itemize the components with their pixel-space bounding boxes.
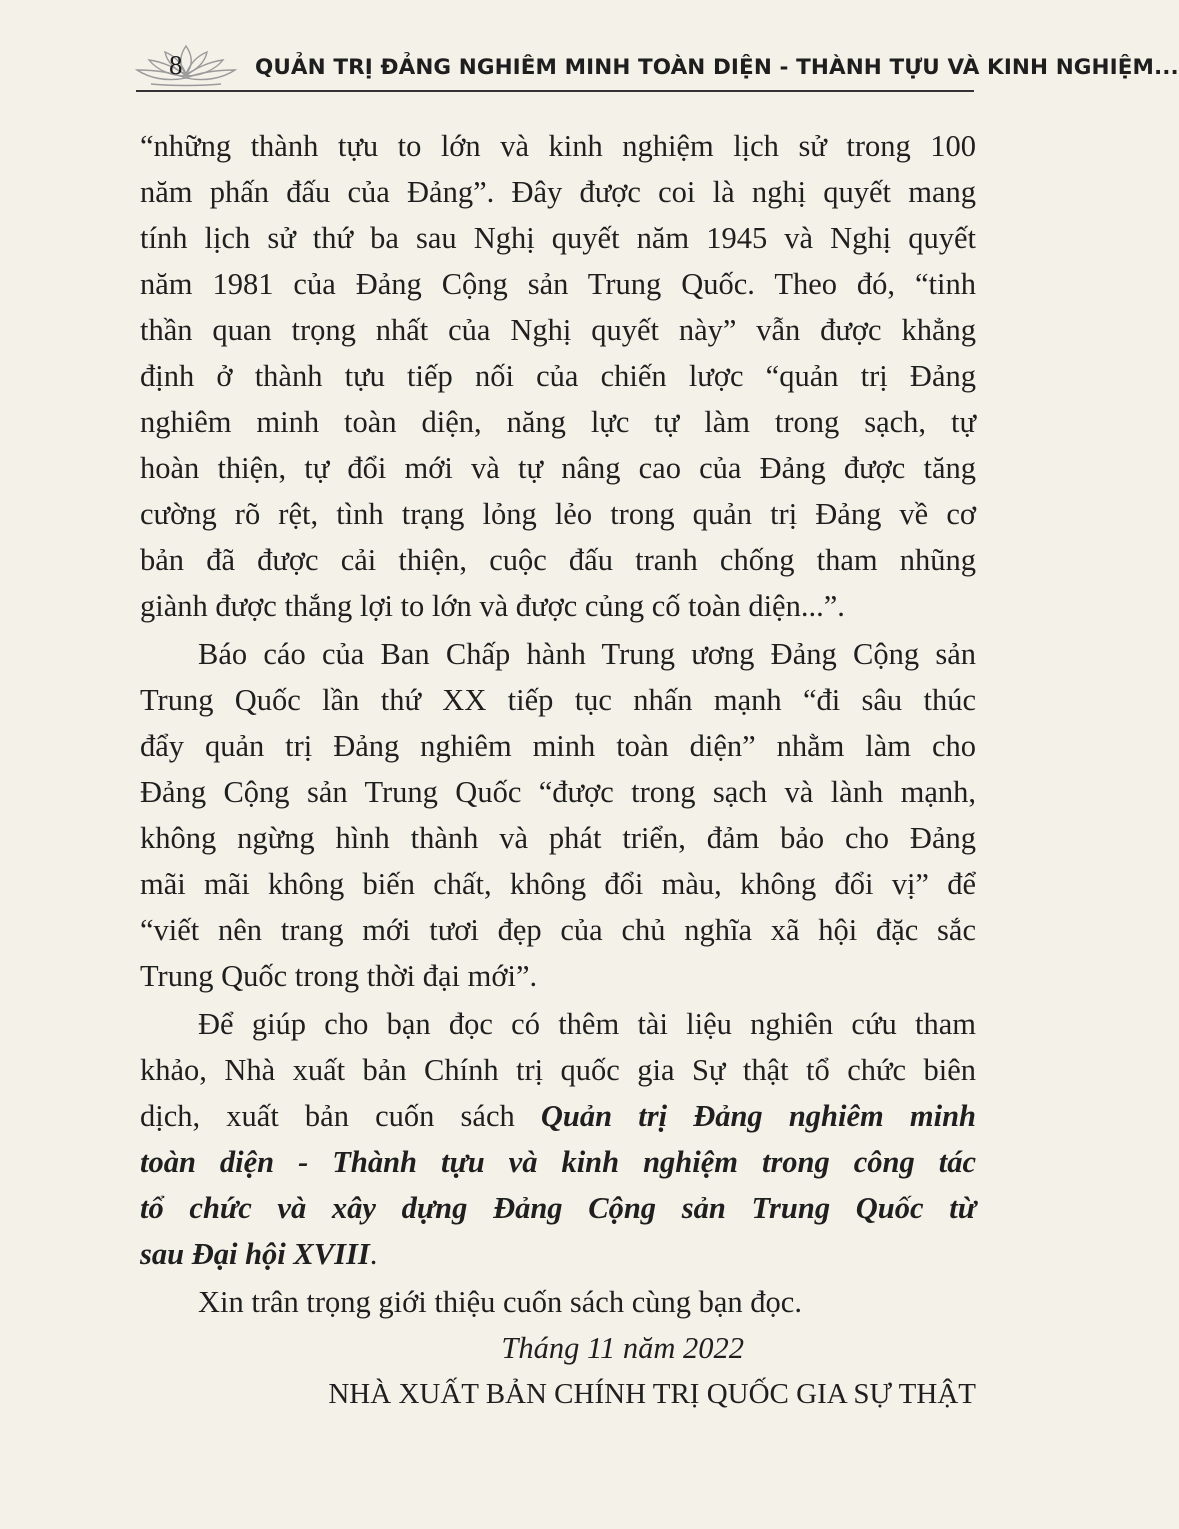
book-title-part: tổ chức và xây dựng Đảng Cộng sản Trung Quốc từ (140, 1191, 976, 1225)
book-title-part: Quản trị Đảng nghiêm minh (540, 1099, 977, 1133)
text-line: Trung Quốc lần thứ XX tiếp tục nhấn mạnh “đi sâu thúc (140, 683, 976, 717)
text-line: Trung Quốc trong thời đại mới”. (140, 959, 538, 993)
text-line: Để giúp cho bạn đọc có thêm tài liệu nghiên cứu tham (198, 1007, 976, 1041)
text-span: . (369, 1237, 378, 1271)
book-title-part: sau Đại hội XVIII (140, 1237, 370, 1271)
paragraph-3 (140, 1001, 976, 1277)
paragraph-2 (140, 631, 976, 999)
text-line: giành được thắng lợi to lớn và được củng cố toàn diện...”. (140, 589, 845, 623)
publisher-name: NHÀ XUẤT BẢN CHÍNH TRỊ QUỐC GIA SỰ THẬT (328, 1378, 976, 1410)
text-line: khảo, Nhà xuất bản Chính trị quốc gia Sự thật tổ chức biên (140, 1053, 976, 1087)
header-divider (136, 90, 974, 92)
text-line: thần quan trọng nhất của Nghị quyết này” vẫn được khẳng (140, 313, 976, 347)
text-line: Báo cáo của Ban Chấp hành Trung ương Đảng Cộng sản (198, 637, 976, 671)
page-header (136, 40, 1179, 92)
text-line (140, 1093, 976, 1139)
book-title-part: toàn diện - Thành tựu và kinh nghiệm trong công tác (140, 1145, 976, 1179)
text-line: tính lịch sử thứ ba sau Nghị quyết năm 1945 và Nghị quyết (140, 221, 976, 255)
text-line: “viết nên trang mới tươi đẹp của chủ nghĩa xã hội đặc sắc (140, 913, 976, 947)
closing-line: Xin trân trọng giới thiệu cuốn sách cùng bạn đọc. (198, 1285, 802, 1319)
text-line: đẩy quản trị Đảng nghiêm minh toàn diện” nhằm làm cho (140, 729, 976, 763)
text-line: năm phấn đấu của Đảng”. Đây được coi là nghị quyết mang (140, 175, 976, 209)
running-title: QUẢN TRỊ ĐẢNG NGHIÊM MINH TOÀN DIỆN - THÀNH TỰU VÀ KINH NGHIỆM... (255, 55, 1179, 80)
text-line: hoàn thiện, tự đổi mới và tự nâng cao của Đảng được tăng (140, 451, 976, 485)
closing (140, 1279, 976, 1417)
text-line: năm 1981 của Đảng Cộng sản Trung Quốc. Theo đó, “tinh (140, 267, 976, 301)
text-line: không ngừng hình thành và phát triển, đảm bảo cho Đảng (140, 821, 976, 855)
closing-date: Tháng 11 năm 2022 (501, 1331, 744, 1365)
text-span: dịch, xuất bản cuốn sách (140, 1099, 541, 1133)
paragraph-1 (140, 123, 976, 629)
text-line (140, 1231, 976, 1277)
text-line: “những thành tựu to lớn và kinh nghiệm lịch sử trong 100 (140, 129, 976, 163)
text-line: nghiêm minh toàn diện, năng lực tự làm trong sạch, tự (140, 405, 976, 439)
text-line: mãi mãi không biến chất, không đổi màu, không đổi vị” để (140, 867, 976, 901)
text-line: bản đã được cải thiện, cuộc đấu tranh chống tham nhũng (140, 543, 976, 577)
lotus-ornament-icon (131, 40, 241, 90)
text-line: Đảng Cộng sản Trung Quốc “được trong sạch và lành mạnh, (140, 775, 976, 809)
text-line: định ở thành tựu tiếp nối của chiến lược “quản trị Đảng (140, 359, 976, 393)
page-number: 8 (169, 50, 183, 80)
text-line: cường rõ rệt, tình trạng lỏng lẻo trong quản trị Đảng về cơ (140, 497, 976, 531)
body-text (140, 123, 976, 1417)
